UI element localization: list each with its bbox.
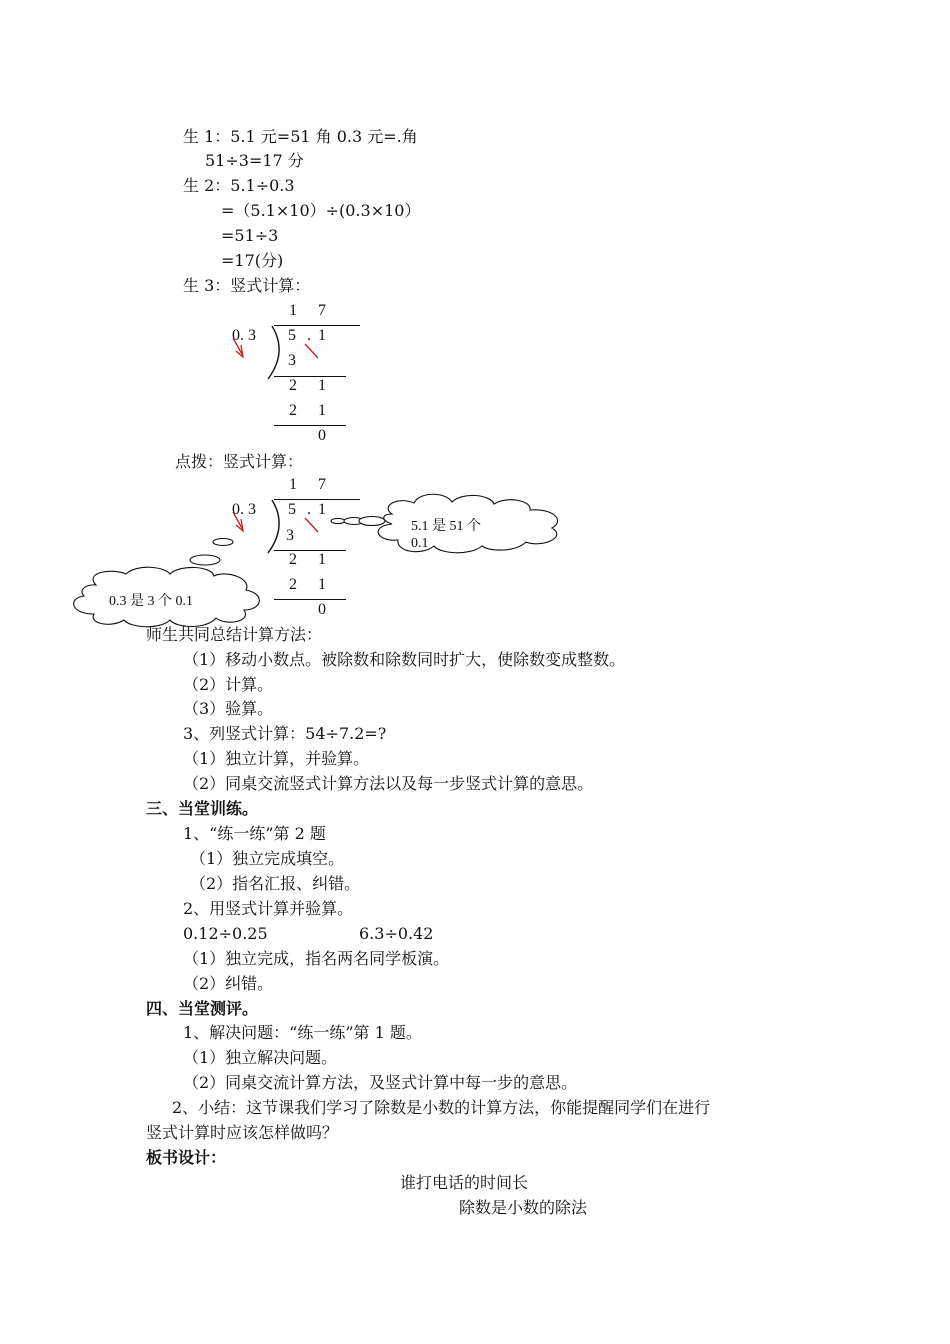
board-title: 谁打电话的时间长 xyxy=(400,1173,529,1192)
line-conclusion: 2、小结：这节课我们学习了除数是小数的计算方法，你能提醒同学们在进行 xyxy=(172,1098,711,1117)
line-training-2-2: （2）纠错。 xyxy=(183,974,274,993)
dividend-digit: 5 xyxy=(288,501,296,518)
dividend-dot: . xyxy=(307,327,311,344)
line-training-1: 1、“练一练”第 2 题 xyxy=(183,824,326,843)
dividend-dot: . xyxy=(307,501,311,518)
decimal-move-mark xyxy=(305,344,318,358)
remainder-digit: 1 xyxy=(318,377,326,394)
dividend-digit: 1 xyxy=(318,327,326,344)
line-exercise-3: 3、列竖式计算：54÷7.2=? xyxy=(183,724,387,743)
dividend-digit: 1 xyxy=(318,501,326,518)
line-student1-calc: 51÷3=17 分 xyxy=(205,151,304,170)
line-student2-step1: =（5.1×10）÷(0.3×10） xyxy=(221,201,421,220)
line-exercise-3-1: （1）独立计算，并验算。 xyxy=(183,749,370,768)
subtract-digit: 1 xyxy=(318,576,326,593)
line-method-2: （2）计算。 xyxy=(183,675,274,694)
bubble-left-text: 0.3 是 3 个 0.1 xyxy=(109,594,193,609)
quotient-digit: 7 xyxy=(318,302,326,319)
line-assessment-1: 1、解决问题：“练一练”第 1 题。 xyxy=(183,1023,422,1042)
line-training-1-2: （2）指名汇报、纠错。 xyxy=(190,874,361,893)
final-remainder: 0 xyxy=(318,427,326,444)
line-training-1-1: （1）独立完成填空。 xyxy=(190,849,345,868)
line-student2: 生 2：5.1÷0.3 xyxy=(183,176,295,195)
line-student2-step3: =17(分) xyxy=(221,251,284,270)
remainder-digit: 2 xyxy=(289,377,297,394)
subtract-digit: 2 xyxy=(289,576,297,593)
decimal-move-mark xyxy=(233,338,243,357)
bubble-right-text: 5.1 是 51 个 xyxy=(411,519,481,534)
line-method-3: （3）验算。 xyxy=(183,699,274,718)
line-exercise-3-2: （2）同桌交流竖式计算方法以及每一步竖式计算的意思。 xyxy=(183,774,594,793)
divisor: 0. 3 xyxy=(232,327,256,344)
line-training-2: 2、用竖式计算并验算。 xyxy=(183,899,354,918)
decimal-move-mark xyxy=(305,518,318,532)
line-assessment-1-2: （2）同桌交流计算方法，及竖式计算中每一步的意思。 xyxy=(183,1073,578,1092)
line-student2-step2: =51÷3 xyxy=(221,226,279,245)
line-hint: 点拨：竖式计算： xyxy=(175,452,304,471)
section-heading-assessment: 四、当堂测评。 xyxy=(146,999,259,1018)
division-bracket xyxy=(268,500,279,553)
quotient-digit: 1 xyxy=(289,476,297,493)
quotient-digit: 1 xyxy=(289,302,297,319)
subtract-digit: 1 xyxy=(318,402,326,419)
bubble-right-text-2: 0.1 xyxy=(411,536,429,551)
line-summary-title: 师生共同总结计算方法： xyxy=(146,625,323,644)
division-bracket xyxy=(268,326,279,379)
section-heading-training: 三、当堂训练。 xyxy=(146,799,259,818)
dividend-digit: 5 xyxy=(288,327,296,344)
step-digit: 3 xyxy=(288,352,296,369)
section-heading-board: 板书设计： xyxy=(146,1148,227,1167)
line-student1: 生 1：5.1 元=51 角 0.3 元=.角 xyxy=(183,127,418,146)
decimal-move-mark xyxy=(233,512,243,531)
board-subtitle: 除数是小数的除法 xyxy=(459,1198,588,1217)
line-conclusion-cont: 竖式计算时应该怎样做吗？ xyxy=(146,1123,339,1142)
line-training-2-expr-b: 6.3÷0.42 xyxy=(359,924,434,943)
line-training-2-expr-a: 0.12÷0.25 xyxy=(183,924,268,943)
subtract-digit: 2 xyxy=(289,402,297,419)
final-remainder: 0 xyxy=(318,601,326,618)
line-training-2-1: （1）独立完成，指名两名同学板演。 xyxy=(183,949,450,968)
quotient-digit: 7 xyxy=(318,476,326,493)
step-digit: 3 xyxy=(286,527,294,544)
remainder-digit: 1 xyxy=(318,551,326,568)
remainder-digit: 2 xyxy=(289,551,297,568)
line-method-1: （1）移动小数点。被除数和除数同时扩大，使除数变成整数。 xyxy=(183,650,626,669)
divisor: 0. 3 xyxy=(232,501,256,518)
line-assessment-1-1: （1）独立解决问题。 xyxy=(183,1048,338,1067)
thought-bubble-left xyxy=(74,539,260,627)
line-student3: 生 3：竖式计算： xyxy=(183,276,311,295)
